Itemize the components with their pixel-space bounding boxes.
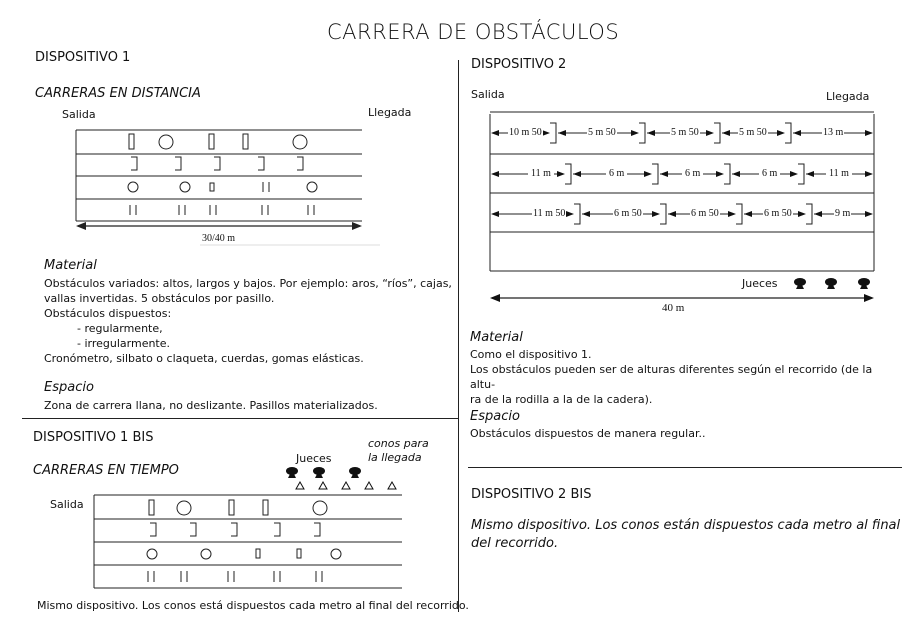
d2bis-text: Mismo dispositivo. Los conos están dispuestos cada metro al final bbox=[471, 518, 901, 533]
d2-row2-seg: 6 m bbox=[759, 168, 780, 179]
d1-material-line: Obstáculos variados: altos, largos y bajos. Por ejemplo: aros, “ríos”, cajas, bbox=[44, 277, 452, 290]
d2-material-line: Como el dispositivo 1. bbox=[470, 348, 592, 361]
d1-material-line: Cronómetro, silbato o claqueta, cuerdas, gomas elásticas. bbox=[44, 352, 364, 365]
cone-icon bbox=[388, 482, 396, 489]
d2-row1-seg: 10 m 50 bbox=[509, 127, 542, 138]
d1-distance-label: 30/40 m bbox=[202, 233, 236, 244]
d2-material-title: Material bbox=[470, 330, 523, 345]
d1-start-label: Salida bbox=[62, 108, 96, 121]
d2-row2-seg: 11 m bbox=[826, 168, 852, 179]
d2-row1-seg: 5 m 50 bbox=[739, 127, 767, 138]
d2-heading: DISPOSITIVO 2 bbox=[471, 57, 567, 72]
d2-material-line: ra de la rodilla a la de la cadera). bbox=[470, 393, 653, 406]
d2-row1-seg: 5 m 50 bbox=[588, 127, 616, 138]
divider-left bbox=[22, 418, 458, 419]
d2-row3-seg: 6 m 50 bbox=[614, 208, 642, 219]
d1-lanes-diagram bbox=[60, 124, 380, 250]
d2bis-text: del recorrido. bbox=[471, 536, 559, 551]
d1bis-heading: DISPOSITIVO 1 BIS bbox=[33, 430, 154, 445]
d2-start-label: Salida bbox=[471, 88, 505, 101]
d2-space-text: Obstáculos dispuestos de manera regular.. bbox=[470, 427, 706, 440]
d2-row2-seg: 6 m bbox=[606, 168, 627, 179]
d2-space-title: Espacio bbox=[470, 409, 520, 424]
cone-icon bbox=[319, 482, 327, 489]
d1-heading: DISPOSITIVO 1 bbox=[35, 50, 131, 65]
d2-material-text bbox=[470, 347, 890, 407]
cone-icon bbox=[342, 482, 350, 489]
cone-icon bbox=[365, 482, 373, 489]
d1-material-text bbox=[44, 276, 454, 366]
d1bis-lanes-diagram bbox=[90, 492, 406, 592]
d2-material-line: Los obstáculos pueden ser de alturas diferentes según el recorrido (de la altu- bbox=[470, 363, 873, 391]
d1-material-line: vallas invertidas. 5 obstáculos por pasillo. bbox=[44, 292, 275, 305]
d2-row3-seg: 6 m 50 bbox=[764, 208, 792, 219]
d2-finish-label: Llegada bbox=[826, 90, 870, 103]
d2-row3-seg: 6 m 50 bbox=[691, 208, 719, 219]
d1bis-judges-label: Jueces bbox=[296, 452, 332, 465]
d2-row2-seg: 6 m bbox=[682, 168, 703, 179]
cone-icon bbox=[296, 482, 304, 489]
d1-material-title: Material bbox=[44, 258, 97, 273]
d2-row2-seg: 11 m bbox=[528, 168, 554, 179]
d1bis-judges-cones bbox=[280, 466, 405, 494]
d2-row1-seg: 13 m bbox=[823, 127, 844, 138]
d1-finish-label: Llegada bbox=[368, 106, 412, 119]
d2bis-heading: DISPOSITIVO 2 BIS bbox=[471, 487, 592, 502]
d2-row3-seg: 11 m 50 bbox=[533, 208, 566, 219]
d1-material-line: Obstáculos dispuestos: bbox=[44, 307, 172, 320]
vertical-divider bbox=[458, 60, 459, 612]
d1bis-cones-label: conos para bbox=[368, 437, 429, 450]
d1bis-cones-label: la llegada bbox=[368, 451, 422, 464]
d1bis-start-label: Salida bbox=[50, 498, 84, 511]
d1bis-subtitle: CARRERAS EN TIEMPO bbox=[33, 463, 179, 478]
d1bis-caption: Mismo dispositivo. Los conos está dispuestos cada metro al final del recorrido. bbox=[37, 599, 469, 612]
d2-distance-label: 40 m bbox=[662, 302, 685, 314]
d1-space-text: Zona de carrera llana, no deslizante. Pasillos materializados. bbox=[44, 399, 378, 412]
d2-judges-label: Jueces bbox=[742, 277, 778, 290]
page-title: CARRERA DE OBSTÁCULOS bbox=[327, 20, 620, 44]
d1-space-title: Espacio bbox=[44, 380, 94, 395]
divider-right bbox=[468, 467, 902, 468]
d2-row1-seg: 5 m 50 bbox=[671, 127, 699, 138]
d1-subtitle: CARRERAS EN DISTANCIA bbox=[35, 86, 201, 101]
d1-material-line: - irregularmente. bbox=[77, 337, 171, 350]
d1-material-line: - regularmente, bbox=[77, 322, 163, 335]
d2-row3-seg: 9 m bbox=[835, 208, 851, 219]
